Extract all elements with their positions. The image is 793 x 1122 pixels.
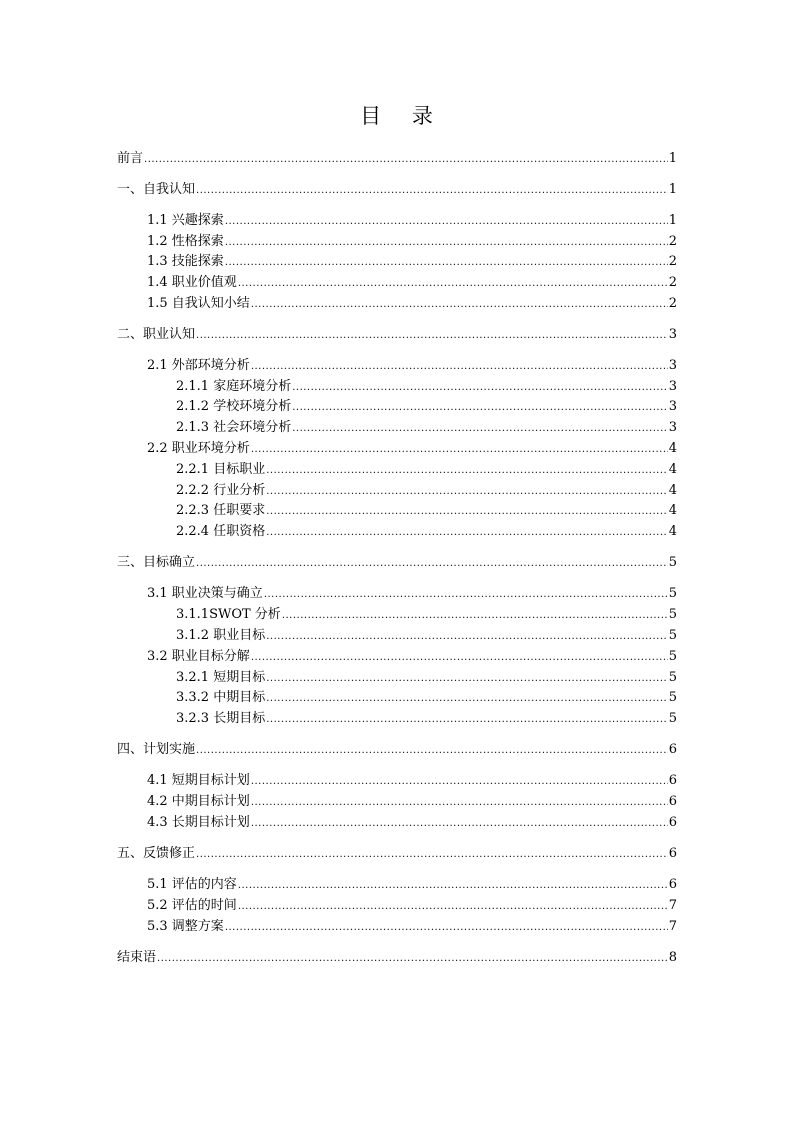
toc-entry-page-number: 3 [668,327,677,342]
toc-entry-label: 二、职业认知 [117,327,196,342]
toc-entry-page-number: 2 [668,234,677,249]
toc-entry-page-number: 2 [668,254,677,269]
toc-entry-page-number: 7 [668,898,677,913]
toc-entry[interactable] [117,844,677,864]
toc-entry-page-number: 7 [668,919,677,934]
toc-entry-page-number: 6 [668,773,677,788]
toc-entry-page-number: 3 [668,379,677,394]
toc-leader-dots [196,326,668,346]
toc-entry-page-number: 6 [668,877,677,892]
toc-leader-dots [225,253,668,273]
toc-entry[interactable] [176,626,677,646]
toc-entry-page-number: 6 [668,794,677,809]
toc-entry-page-number: 4 [668,483,677,498]
toc-entry-label: 3.1.1SWOT 分析 [176,607,281,622]
toc-entry-page-number: 5 [668,670,677,685]
toc-entry-label: 一、自我认知 [117,182,196,197]
toc-entry-label: 5.3 调整方案 [147,919,224,934]
toc-entry-page-number: 4 [668,503,677,518]
toc-entry[interactable] [176,522,677,542]
toc-entry-page-number: 5 [668,607,677,622]
toc-leader-dots [292,419,668,439]
toc-entry[interactable] [176,460,677,480]
toc-entry[interactable] [176,418,677,438]
toc-entry[interactable] [176,397,677,417]
toc-entry-label: 2.1.1 家庭环境分析 [176,379,292,394]
toc-entry-page-number: 4 [668,462,677,477]
toc-leader-dots [266,502,668,522]
toc-leader-dots [238,876,668,896]
toc-entry-page-number: 6 [668,742,677,757]
toc-leader-dots [238,274,668,294]
toc-entry-page-number: 5 [668,711,677,726]
toc-leader-dots [251,814,668,834]
toc-entry[interactable] [147,584,677,604]
toc-entry-label: 5.1 评估的内容 [147,877,237,892]
toc-entry[interactable] [147,439,677,459]
toc-entry-label: 2.2.1 目标职业 [176,462,266,477]
toc-entry-label: 五、反馈修正 [117,846,196,861]
toc-entry[interactable] [117,553,677,573]
toc-entry-label: 2.1 外部环境分析 [147,358,250,373]
toc-entry[interactable] [147,813,677,833]
toc-entry[interactable] [147,647,677,667]
toc-entry[interactable] [176,481,677,501]
toc-leader-dots [266,523,668,543]
toc-leader-dots [196,554,668,574]
toc-entry-label: 1.2 性格探索 [147,234,224,249]
toc-entry[interactable] [176,501,677,521]
toc-entry-label: 2.2.3 任职要求 [176,503,266,518]
toc-entry[interactable] [147,252,677,272]
page-title: 目 录 [360,104,445,128]
toc-entry-label: 1.4 职业价值观 [147,275,237,290]
toc-entry[interactable] [117,149,677,169]
toc-entry-label: 1.3 技能探索 [147,254,224,269]
toc-leader-dots [266,669,668,689]
toc-entry-label: 2.1.2 学校环境分析 [176,399,292,414]
toc-entry[interactable] [147,232,677,252]
toc-leader-dots [251,440,668,460]
toc-leader-dots [292,378,668,398]
toc-entry-label: 前言 [117,151,144,166]
toc-entry-label: 4.1 短期目标计划 [147,773,250,788]
toc-entry-label: 1.5 自我认知小结 [147,296,250,311]
toc-entry-page-number: 4 [668,524,677,539]
toc-leader-dots [238,897,668,917]
toc-entry-page-number: 3 [668,420,677,435]
toc-entry-page-number: 8 [668,950,677,965]
toc-entry[interactable] [176,709,677,729]
toc-entry-label: 4.2 中期目标计划 [147,794,250,809]
toc-entry-label: 3.2.1 短期目标 [176,670,266,685]
toc-entry-label: 2.2 职业环境分析 [147,441,250,456]
toc-entry-page-number: 2 [668,275,677,290]
toc-entry-label: 三、目标确立 [117,555,196,570]
toc-entry-page-number: 3 [668,358,677,373]
toc-entry-label: 3.3.2 中期目标 [176,690,266,705]
toc-entry[interactable] [147,356,677,376]
toc-entry-label: 2.1.3 社会环境分析 [176,420,292,435]
toc-entry[interactable] [147,294,677,314]
toc-entry-page-number: 5 [668,628,677,643]
toc-leader-dots [251,295,668,315]
toc-entry-page-number: 1 [668,151,677,166]
toc-entry[interactable] [117,180,677,200]
toc-entry-label: 1.1 兴趣探索 [147,213,224,228]
toc-entry-label: 2.2.4 任职资格 [176,524,266,539]
toc-leader-dots [251,772,668,792]
toc-leader-dots [266,461,668,481]
toc-leader-dots [196,741,668,761]
toc-entry-label: 5.2 评估的时间 [147,898,237,913]
toc-entry[interactable] [176,688,677,708]
toc-entry[interactable] [117,740,677,760]
toc-entry-page-number: 5 [668,649,677,664]
toc-leader-dots [266,689,668,709]
toc-entry-label: 4.3 长期目标计划 [147,815,250,830]
toc-leader-dots [251,648,668,668]
toc-entry-page-number: 1 [668,182,677,197]
toc-entry-page-number: 6 [668,815,677,830]
toc-leader-dots [157,949,668,969]
toc-entry-label: 3.1.2 职业目标 [176,628,266,643]
toc-entry[interactable] [117,325,677,345]
toc-leader-dots [196,181,668,201]
toc-leader-dots [225,918,668,938]
toc-leader-dots [225,233,668,253]
toc-entry-label: 结束语 [117,950,157,965]
toc-leader-dots [251,793,668,813]
toc-entry-page-number: 5 [668,555,677,570]
toc-leader-dots [196,845,668,865]
toc-leader-dots [144,150,668,170]
toc-entry[interactable] [147,273,677,293]
toc-leader-dots [292,398,668,418]
toc-leader-dots [225,212,668,232]
toc-leader-dots [266,627,668,647]
toc-entry-page-number: 6 [668,846,677,861]
toc-entry[interactable] [147,792,677,812]
toc-entry-label: 3.2.3 长期目标 [176,711,266,726]
toc-entry-page-number: 5 [668,690,677,705]
toc-entry[interactable] [147,875,677,895]
toc-entry[interactable] [147,917,677,937]
toc-entry[interactable] [117,948,677,968]
toc-entry-page-number: 1 [668,213,677,228]
toc-leader-dots [264,585,668,605]
toc-entry-label: 2.2.2 行业分析 [176,483,266,498]
toc-entry[interactable] [176,668,677,688]
toc-leader-dots [282,606,668,626]
toc-entry-page-number: 3 [668,399,677,414]
toc-entry[interactable] [147,771,677,791]
toc-entry[interactable] [176,377,677,397]
toc-entry-page-number: 2 [668,296,677,311]
toc-entry[interactable] [147,211,677,231]
toc-entry[interactable] [176,605,677,625]
toc-entry-label: 四、计划实施 [117,742,196,757]
toc-entry-page-number: 4 [668,441,677,456]
toc-entry-page-number: 5 [668,586,677,601]
toc-entry-label: 3.2 职业目标分解 [147,649,250,664]
toc-entry[interactable] [147,896,677,916]
toc-leader-dots [266,482,668,502]
toc-entry-label: 3.1 职业决策与确立 [147,586,263,601]
toc-leader-dots [266,710,668,730]
toc-leader-dots [251,357,668,377]
